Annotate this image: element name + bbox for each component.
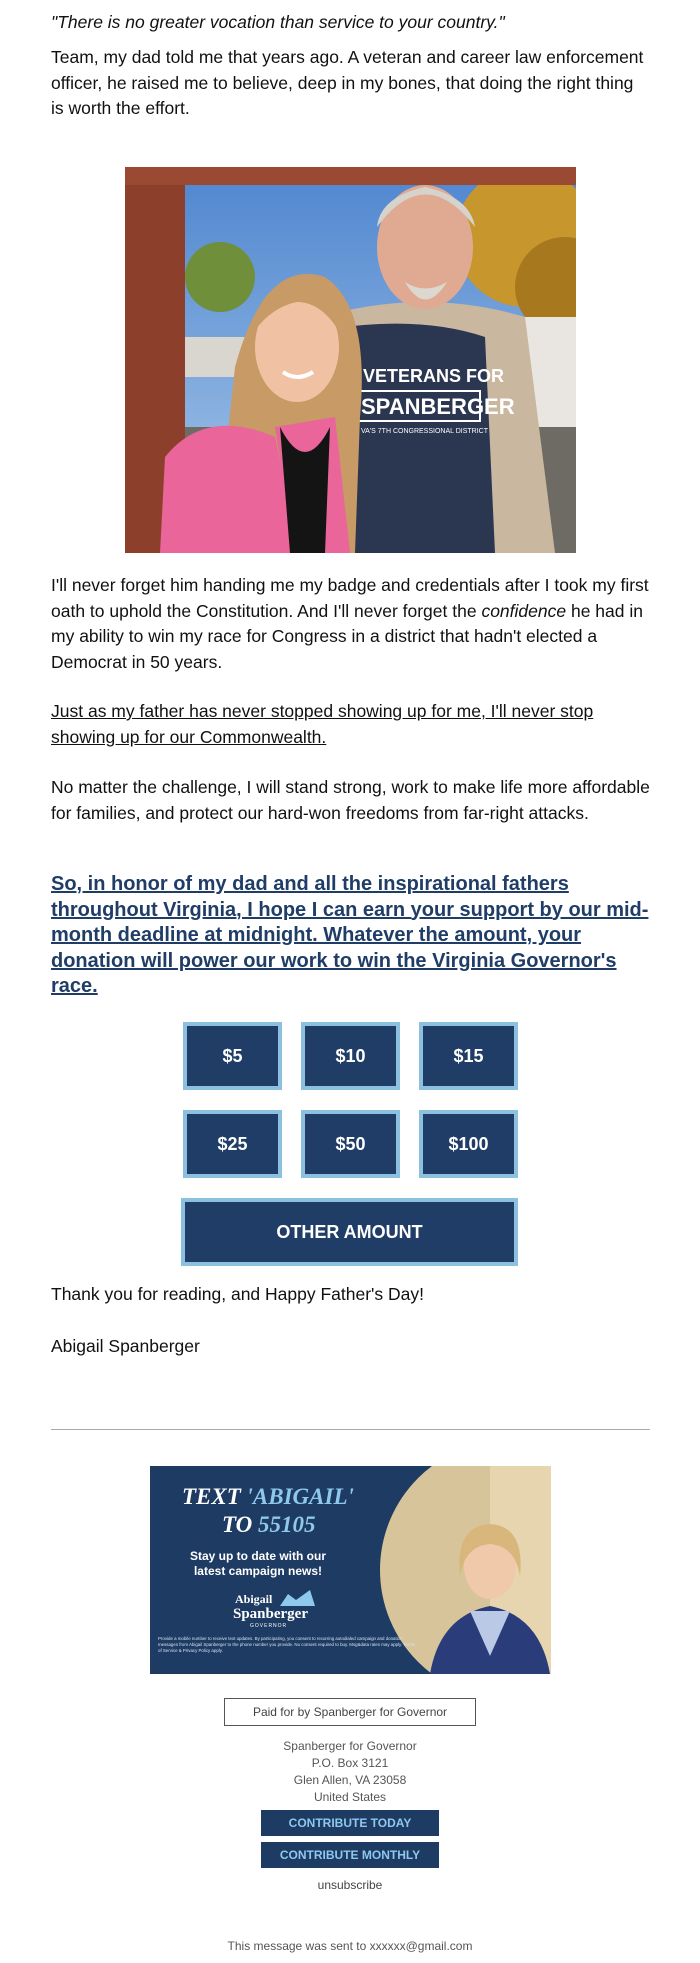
- father-daughter-photo: [125, 167, 576, 553]
- logo-first-name: Abigail: [235, 1592, 273, 1606]
- badge-paragraph-a: I'll never forget him handing me my badge and credentials after I took my first oath to uphold the Constitution. And I'll never forget the: [51, 575, 649, 621]
- contribute-today-button[interactable]: CONTRIBUTE TODAY: [261, 1810, 439, 1836]
- donate-5-button[interactable]: $5: [183, 1022, 282, 1090]
- banner-fine-print: Provide a mobile number to receive text updates. By participating, you consent to recurring autodialed campaign and donation messages from Abigail Spanberger to the phone number you provide. No consent required to buy. Msg&data rates may apply. Terms of Service & Privacy Policy apply.: [158, 1636, 416, 1653]
- recipient-email: xxxxxx@gmail.com: [369, 1939, 473, 1953]
- donate-15-button[interactable]: $15: [419, 1022, 518, 1090]
- logo-office: GOVERNOR: [250, 1623, 288, 1629]
- thanks-line: Thank you for reading, and Happy Father's Day!: [51, 1284, 424, 1304]
- address-line-3: Glen Allen, VA 23058: [293, 1773, 407, 1787]
- sent-to-notice: [150, 1939, 550, 1953]
- other-amount-button[interactable]: OTHER AMOUNT: [181, 1198, 518, 1266]
- svg-text:TO 55105: [222, 1512, 316, 1537]
- badge-paragraph-b: he had in my ability to win my race for Congress in a district that hadn't elected a Democrat in 50 years.: [51, 600, 643, 672]
- badge-paragraph: [51, 573, 650, 675]
- banner-graphic: [150, 1466, 551, 1674]
- donate-50-button[interactable]: $50: [301, 1110, 400, 1178]
- banner-sub-1: Stay up to date with our: [189, 1549, 327, 1563]
- banner-shortcode: 55105: [258, 1512, 316, 1537]
- donation-appeal-link[interactable]: So, in honor of my dad and all the inspirational fathers throughout Virginia, I hope I can earn your support by our mid-month deadline at midnight. Whatever the amount, your donation will power our work to win the Virginia Governor's race.: [51, 873, 649, 997]
- address-line-2: P.O. Box 3121: [311, 1756, 389, 1770]
- shirt-text-2: SPANBERGER: [361, 394, 515, 419]
- commonwealth-paragraph[interactable]: Just as my father has never stopped showing up for me, I'll never stop showing up for our Commonwealth.: [51, 701, 594, 747]
- challenge-paragraph: No matter the challenge, I will stand strong, work to make life more affordable for families, and protect our hard-won freedoms from far-right attacks.: [51, 777, 650, 823]
- donate-100-button[interactable]: $100: [419, 1110, 518, 1178]
- banner-keyword: 'ABIGAIL': [246, 1484, 354, 1509]
- banner-to-label: TO: [222, 1512, 258, 1537]
- intro-paragraph: Team, my dad told me that years ago. A veteran and career law enforcement officer, he raised me to believe, deep in my bones, that doing the right thing is worth the effort.: [51, 47, 644, 118]
- address-line-4: United States: [313, 1790, 387, 1804]
- section-divider: [51, 1429, 650, 1430]
- signature: Abigail Spanberger: [51, 1336, 200, 1356]
- banner-sub-2: latest campaign news!: [193, 1564, 323, 1578]
- logo-last-name: Spanberger: [233, 1606, 308, 1622]
- sent-prefix: This message was sent to: [227, 1939, 370, 1953]
- svg-text:TEXT 'ABIGAIL': [182, 1484, 354, 1509]
- shirt-text-1: VETERANS FOR: [363, 366, 505, 386]
- unsubscribe-link[interactable]: unsubscribe: [317, 1878, 383, 1892]
- confidence-emphasis: confidence: [481, 600, 567, 621]
- banner-text-label: TEXT: [182, 1484, 247, 1509]
- shirt-text-3: VA'S 7TH CONGRESSIONAL DISTRICT: [361, 428, 488, 435]
- mailing-address: [200, 1738, 500, 1806]
- donate-10-button[interactable]: $10: [301, 1022, 400, 1090]
- donate-25-button[interactable]: $25: [183, 1110, 282, 1178]
- photo-illustration: [125, 167, 576, 553]
- contribute-monthly-button[interactable]: CONTRIBUTE MONTHLY: [261, 1842, 439, 1868]
- opening-quote: "There is no greater vocation than service to your country.": [51, 12, 505, 32]
- address-line-1: Spanberger for Governor: [283, 1739, 417, 1753]
- text-signup-banner[interactable]: [150, 1466, 551, 1674]
- paid-for-disclaimer: Paid for by Spanberger for Governor: [224, 1698, 476, 1726]
